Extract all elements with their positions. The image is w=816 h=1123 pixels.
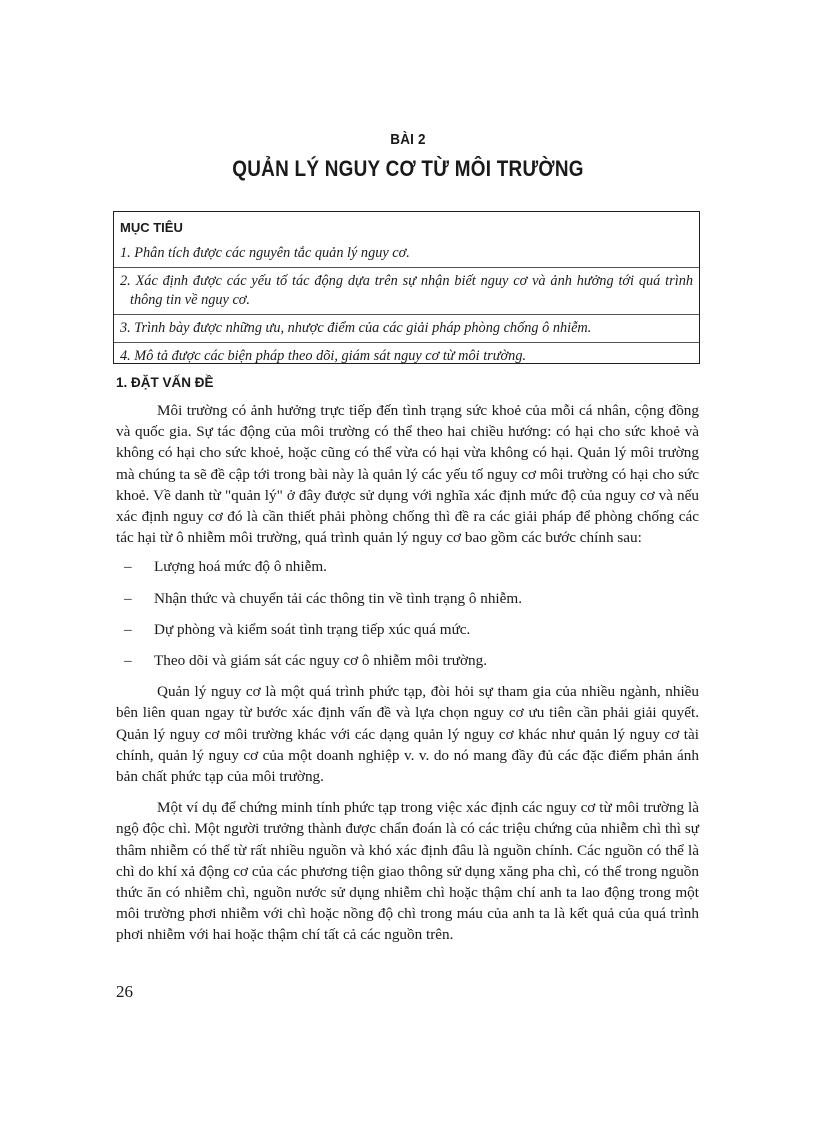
- page-number: 26: [116, 982, 133, 1001]
- paragraph: Một ví dụ để chứng minh tính phức tạp trong việc xác định các nguy cơ từ môi trường là ngộ độc chì. Một người trưởng thành được chẩn đoán là có các triệu chứng của nhiễm chì thì sự thâm nhiễm có thể từ rất nhiều nguồn và khó xác định đâu là nguồn chính. Các nguồn có thể là chì do khí xả động cơ của các phương tiện giao thông sử dụng xăng pha chì, có thể trong nguồn thức ăn có nhiễm chì, nguồn nước sử dụng nhiễm chì hoặc thậm chí anh ta lao động trong một môi trường phơi nhiễm với chì hoặc nồng độ chì trong máu của anh ta là kết quả của quá trình phơi nhiễm với hai hoặc thậm chí tất cả các nguồn trên.: [116, 799, 699, 944]
- list-item: [116, 650, 699, 671]
- list-item-text: Nhận thức và chuyển tải các thông tin về tình trạng ô nhiễm.: [154, 589, 522, 607]
- objectives-heading: MỤC TIÊU: [120, 220, 183, 235]
- objective-item: 4. Mô tả được các biện pháp theo dõi, giám sát nguy cơ từ môi trường.: [114, 342, 699, 370]
- dash-marker: –: [124, 652, 132, 670]
- section-body: [116, 400, 699, 946]
- list-item-text: Dự phòng và kiểm soát tình trạng tiếp xúc quá mức.: [154, 620, 471, 638]
- section-heading: 1. ĐẶT VẤN ĐỀ: [116, 375, 214, 390]
- dash-marker: –: [124, 558, 132, 576]
- lesson-number: BÀI 2: [390, 131, 426, 148]
- paragraph: Môi trường có ảnh hưởng trực tiếp đến tình trạng sức khoẻ của mỗi cá nhân, cộng đồng và quốc gia. Sự tác động của môi trường có thể theo hai chiều hướng: có hại cho sức khoẻ và không có hại cho sức khoẻ, hoặc cũng có thể vừa có hại vừa không có hại. Quản lý môi trường mà chúng ta sẽ đề cập tới trong bài này là quản lý các yếu tố nguy cơ môi trường có hại cho sức khoẻ. Về danh từ "quản lý" ở đây được sử dụng với nghĩa xác định mức độ của nguy cơ và nếu xác định nguy cơ đó là cần thiết phải phòng chống thì đề ra các giải pháp để phòng chống các tác hại từ ô nhiễm môi trường, quá trình quản lý nguy cơ bao gồm các bước chính sau:: [116, 402, 699, 547]
- list-item: [116, 556, 699, 577]
- objective-item: 2. Xác định được các yếu tố tác động dựa trên sự nhận biết nguy cơ và ảnh hưởng tới quá trình thông tin về nguy cơ.: [114, 267, 699, 314]
- objectives-box: [113, 211, 700, 364]
- bullet-list: [116, 556, 699, 671]
- objective-item: 3. Trình bày được những ưu, nhược điểm của các giải pháp phòng chống ô nhiễm.: [114, 314, 699, 342]
- objective-item: 1. Phân tích được các nguyên tắc quản lý nguy cơ.: [120, 245, 410, 261]
- list-item: [116, 619, 699, 640]
- paragraph: Quản lý nguy cơ là một quá trình phức tạp, đòi hỏi sự tham gia của nhiều ngành, nhiều bên liên quan ngay từ bước xác định vấn đề và lựa chọn nguy cơ ưu tiên cần phải giải quyết. Quản lý nguy cơ môi trường khác với các dạng quản lý nguy cơ khác như quản lý nguy cơ tài chính, quản lý nguy cơ của một doanh nghiệp v. v. do nó mang đầy đủ các đặc điểm phản ánh bản chất phức tạp của môi trường.: [116, 683, 699, 786]
- dash-marker: –: [124, 620, 132, 638]
- lesson-title: QUẢN LÝ NGUY CƠ TỪ MÔI TRƯỜNG: [232, 156, 584, 181]
- dash-marker: –: [124, 589, 132, 607]
- list-item: [116, 588, 699, 609]
- objectives-list: [114, 240, 699, 370]
- list-item-text: Theo dõi và giám sát các nguy cơ ô nhiễm môi trường.: [154, 652, 488, 670]
- list-item-text: Lượng hoá mức độ ô nhiễm.: [154, 558, 327, 576]
